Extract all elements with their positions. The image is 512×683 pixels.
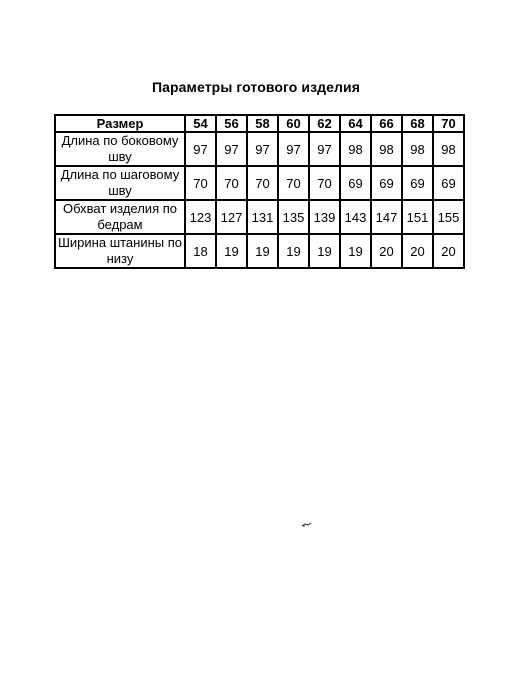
parameter-label: Длина по боковому шву: [55, 132, 185, 166]
table-cell: 69: [340, 166, 371, 200]
table-cell: 19: [247, 234, 278, 268]
table-cell: 20: [402, 234, 433, 268]
table-cell: 97: [278, 132, 309, 166]
table-cell: 19: [309, 234, 340, 268]
table-cell: 139: [309, 200, 340, 234]
table-cell: 69: [371, 166, 402, 200]
table-cell: 123: [185, 200, 216, 234]
table-cell: 18: [185, 234, 216, 268]
table-cell: 131: [247, 200, 278, 234]
table-cell: 98: [371, 132, 402, 166]
table-cell: 97: [247, 132, 278, 166]
table-cell: 97: [185, 132, 216, 166]
table-cell: 98: [433, 132, 464, 166]
parameter-label: Длина по шаговому шву: [55, 166, 185, 200]
table-cell: 19: [216, 234, 247, 268]
parameter-label: Обхват изделия по бедрам: [55, 200, 185, 234]
table-cell: 97: [216, 132, 247, 166]
dust-speck: [303, 525, 305, 527]
table-cell: 20: [371, 234, 402, 268]
size-header-cell: 56: [216, 115, 247, 132]
size-header-cell: 60: [278, 115, 309, 132]
size-header-label: Размер: [55, 115, 185, 132]
table-cell: 20: [433, 234, 464, 268]
table-cell: 70: [216, 166, 247, 200]
table-cell: 19: [340, 234, 371, 268]
document-title: Параметры готового изделия: [151, 79, 361, 95]
table-cell: 97: [309, 132, 340, 166]
table-cell: 70: [278, 166, 309, 200]
table-cell: 69: [433, 166, 464, 200]
table-cell: 69: [402, 166, 433, 200]
table-cell: 98: [340, 132, 371, 166]
size-header-cell: 70: [433, 115, 464, 132]
size-header-cell: 64: [340, 115, 371, 132]
size-header-cell: 62: [309, 115, 340, 132]
size-header-cell: 68: [402, 115, 433, 132]
table-cell: 135: [278, 200, 309, 234]
size-header-cell: 58: [247, 115, 278, 132]
table-cell: 127: [216, 200, 247, 234]
table-cell: 98: [402, 132, 433, 166]
table-cell: 70: [247, 166, 278, 200]
table-cell: 155: [433, 200, 464, 234]
table-cell: 70: [185, 166, 216, 200]
table-cell: 143: [340, 200, 371, 234]
parameter-label: Ширина штанины по низу: [55, 234, 185, 268]
size-header-cell: 54: [185, 115, 216, 132]
table-cell: 70: [309, 166, 340, 200]
table-cell: 19: [278, 234, 309, 268]
size-header-cell: 66: [371, 115, 402, 132]
table-cell: 147: [371, 200, 402, 234]
table-cell: 151: [402, 200, 433, 234]
